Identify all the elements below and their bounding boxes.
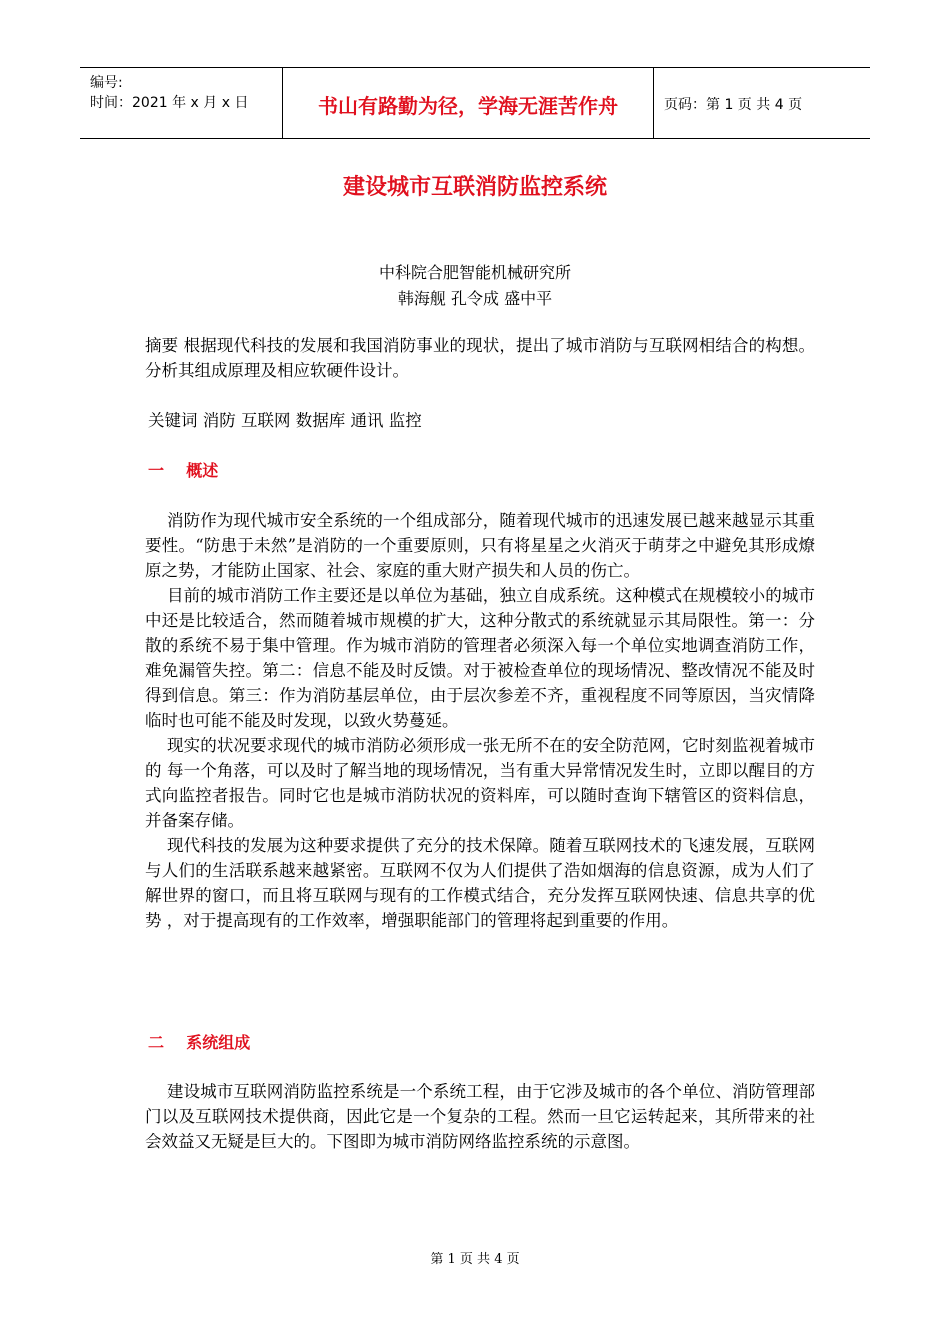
header-motto-cell — [283, 68, 654, 138]
institution: 中科院合肥智能机械研究所 — [378, 263, 571, 282]
paragraph: 消防作为现代城市安全系统的一个组成部分，随着现代城市的迅速发展已越来越显示其重要性。“防患于未然”是消防的一个重要原则，只有将星星之火消灭于萌芽之中避免其形成燎原之势，才能防止国家、社会、家庭的重大财产损失和人员的伤亡。 — [145, 511, 815, 580]
page-info: 页码：第 1 页 共 4 页 — [664, 97, 803, 113]
section-2-heading: 二 系统组成 — [148, 1033, 251, 1052]
paragraph: 建设城市互联网消防监控系统是一个系统工程，由于它涉及城市的各个单位、消防管理部门以及互联网技术提供商，因此它是一个复杂的工程。然而一旦它运转起来，其所带来的社会效益又无疑是巨大的。下图即为城市消防网络监控系统的示意图。 — [145, 1082, 815, 1151]
authors: 韩海舰 孔令成 盛中平 — [397, 289, 553, 308]
paragraph: 现实的状况要求现代的城市消防必须形成一张无所不在的安全防范网，它时刻监视着城市的 每一个角落，可以及时了解当地的现场情况，当有重大异常情况发生时，立即以醒目的方式向监控者报告。同时它也是城市消防状况的资料库，可以随时查询下辖管区的资料信息，并备案存储。 — [145, 736, 815, 830]
header-table — [80, 67, 870, 139]
document-title: 建设城市互联消防监控系统 — [342, 175, 607, 200]
header-page-cell — [654, 68, 870, 138]
date-label: 时间：2021 年 x 月 x 日 — [90, 95, 249, 111]
serial-label: 编号: — [90, 75, 123, 91]
section-2-body — [145, 1079, 815, 1154]
section-1-body — [145, 508, 815, 933]
section-1-heading: 一 概述 — [148, 461, 219, 480]
abstract: 摘要 根据现代科技的发展和我国消防事业的现状，提出了城市消防与互联网相结合的构想。分析其组成原理及相应软硬件设计。 — [145, 336, 815, 380]
keywords: 关键词 消防 互联网 数据库 通讯 监控 — [148, 411, 422, 430]
motto: 书山有路勤为径，学海无涯苦作舟 — [318, 94, 618, 118]
page-footer: 第 1 页 共 4 页 — [430, 1252, 520, 1267]
paragraph: 现代科技的发展为这种要求提供了充分的技术保障。随着互联网技术的飞速发展，互联网与人们的生活联系越来越紧密。互联网不仅为人们提供了浩如烟海的信息资源，成为人们了解世界的窗口，而且将互联网与现有的工作模式结合，充分发挥互联网快速、信息共享的优势 ，对于提高现有的工作效率，增强职能部门的管理将起到重要的作用。 — [145, 836, 815, 930]
paragraph: 目前的城市消防工作主要还是以单位为基础，独立自成系统。这种模式在规模较小的城市中还是比较适合，然而随着城市规模的扩大，这种分散式的系统就显示其局限性。第一：分散的系统不易于集中管理。作为城市消防的管理者必须深入每一个单位实地调查消防工作，难免漏管失控。第二：信息不能及时反馈。对于被检查单位的现场情况、整改情况不能及时得到信息。第三：作为消防基层单位，由于层次参差不齐，重视程度不同等原因，当灾情降临时也可能不能及时发现，以致火势蔓延。 — [145, 586, 815, 730]
header-info-cell — [80, 68, 283, 138]
